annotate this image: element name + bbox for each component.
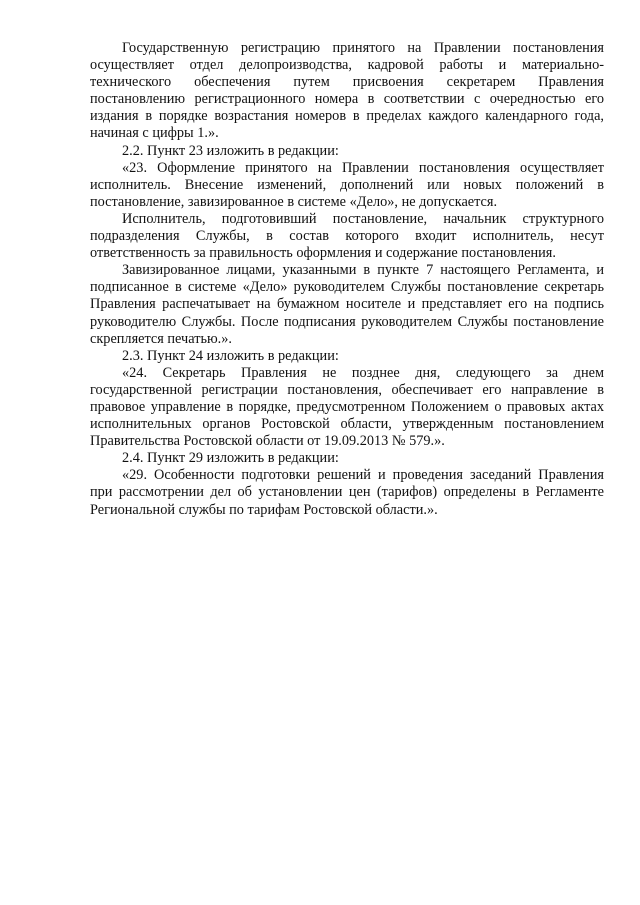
paragraph-signing: Завизированное лицами, указанными в пункте 7 настоящего Регламента, и подписанное в системе «Дело» руководителем Службы постановление секретарь Правления распечатывает на бумажном носителе и представляет его на подпись руководителю Службы. После подписания руководителем Службы постановление скрепляется печатью.». [90,262,604,347]
paragraph-item-2-4-heading: 2.4. Пункт 29 изложить в редакции: [122,450,339,467]
document-body [90,40,604,519]
paragraph-item-23-text: «23. Оформление принятого на Правлении постановления осуществляет исполнитель. Внесение изменений, дополнений или новых положений в постановление, завизированное в системе «Дело», не допускается. [90,159,604,210]
paragraph-item-2-2-heading: 2.2. Пункт 23 изложить в редакции: [122,142,339,159]
paragraph-item-29-text: «29. Особенности подготовки решений и проведения заседаний Правления при рассмотрении дел об установлении цен (тарифов) определены в Регламенте Региональной службы по тарифам Ростовской области.». [90,467,604,518]
paragraph-item-24-text: «24. Секретарь Правления не позднее дня, следующего за днем государственной регистрации постановления, обеспечивает его направление в правовое управление в порядке, предусмотренном Положением о правовых актах исполнительных органов Ростовской области, утвержденным постановлением Правительства Ростовской области от 19.09.2013 № 579.». [90,364,604,450]
paragraph-registration: Государственную регистрацию принятого на Правлении постановления осуществляет отдел делопроизводства, кадровой работы и материально-технического обеспечения путем присвоения секретарем Правления постановлению регистрационного номера в соответствии с очередностью его издания в порядке возрастания номеров в пределах каждого календарного года, начиная с цифры 1.». [90,40,604,142]
paragraph-responsibility: Исполнитель, подготовивший постановление, начальник структурного подразделения Службы, в состав которого входит исполнитель, несут ответственность за правильность оформления и содержание постановления. [90,210,604,262]
paragraph-item-2-3-heading: 2.3. Пункт 24 изложить в редакции: [122,347,339,364]
